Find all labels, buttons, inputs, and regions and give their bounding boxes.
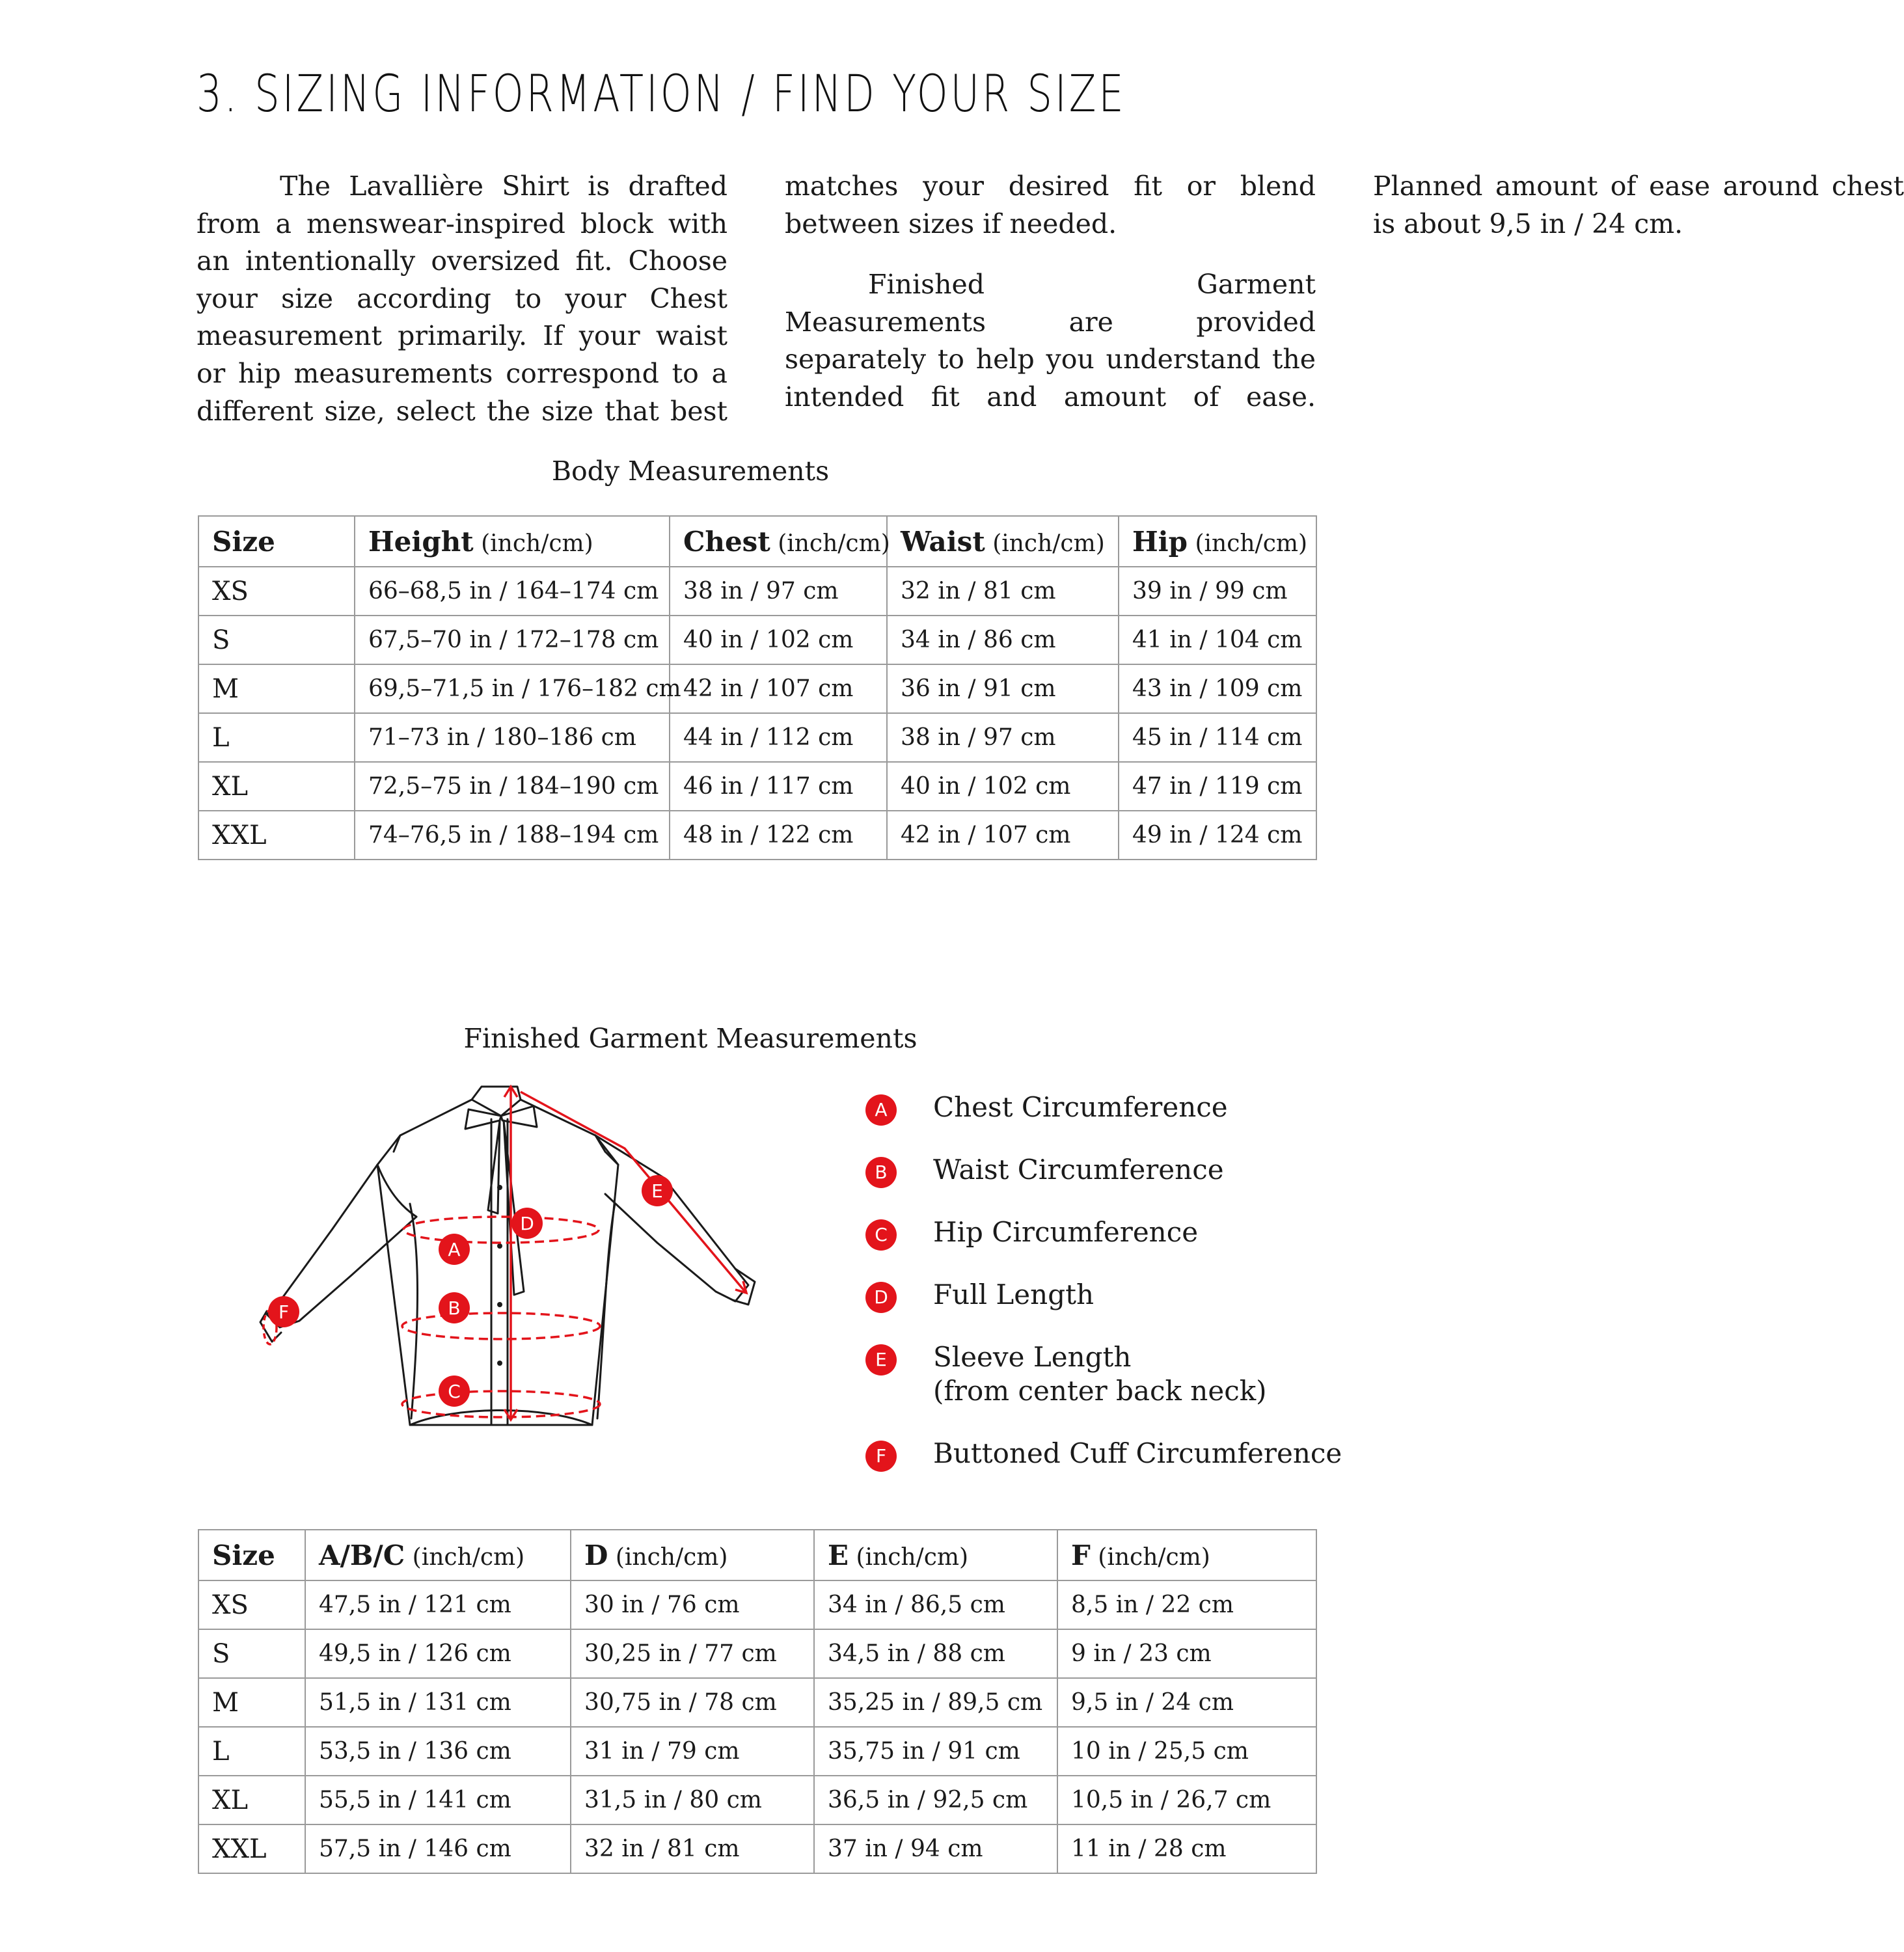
hip-circumference-line — [402, 1391, 600, 1417]
legend-label-d: Full Length — [933, 1279, 1095, 1310]
shirt-outline — [260, 1087, 755, 1425]
diagram-markers — [268, 1175, 673, 1407]
table-row — [198, 1776, 1316, 1824]
size-cell: S — [198, 1629, 305, 1678]
table-cell: 71–73 in / 180–186 cm — [355, 713, 670, 762]
size-cell: S — [198, 616, 355, 664]
table-cell: 9 in / 23 cm — [1057, 1629, 1316, 1678]
table-cell: 30,75 in / 78 cm — [571, 1678, 814, 1727]
size-cell: XXL — [198, 811, 355, 860]
table-cell: 57,5 in / 146 cm — [305, 1824, 571, 1873]
header-size: Size — [198, 1530, 305, 1580]
legend-f-icon: F — [865, 1441, 897, 1472]
header-f: F (inch/cm) — [1057, 1530, 1316, 1580]
header-size: Size — [198, 516, 355, 567]
legend-b-icon: B — [865, 1157, 897, 1188]
table-cell: 37 in / 94 cm — [814, 1824, 1057, 1873]
table-cell: 9,5 in / 24 cm — [1057, 1678, 1316, 1727]
table-row — [198, 713, 1316, 762]
waist-circumference-line — [402, 1313, 600, 1339]
table-row — [198, 567, 1316, 616]
table-cell: 44 in / 112 cm — [670, 713, 887, 762]
table-cell: 42 in / 107 cm — [670, 664, 887, 713]
header-abc: A/B/C (inch/cm) — [305, 1530, 571, 1580]
table-cell: 10,5 in / 26,7 cm — [1057, 1776, 1316, 1824]
size-cell: L — [198, 713, 355, 762]
table-cell: 30,25 in / 77 cm — [571, 1629, 814, 1678]
legend-label-c: Hip Circumference — [933, 1216, 1199, 1248]
table-cell: 47,5 in / 121 cm — [305, 1580, 571, 1629]
table-row — [198, 1629, 1316, 1678]
header-d: D (inch/cm) — [571, 1530, 814, 1580]
table-cell: 10 in / 25,5 cm — [1057, 1727, 1316, 1776]
table-cell: 32 in / 81 cm — [571, 1824, 814, 1873]
shirt-diagram — [241, 1080, 787, 1444]
legend-c-icon: C — [865, 1219, 897, 1251]
size-cell: M — [198, 664, 355, 713]
table-cell: 49,5 in / 126 cm — [305, 1629, 571, 1678]
table-cell: 34,5 in / 88 cm — [814, 1629, 1057, 1678]
table-row — [198, 811, 1316, 860]
marker-e-icon: E — [651, 1180, 663, 1202]
size-cell: XL — [198, 1776, 305, 1824]
header-height: Height (inch/cm) — [355, 516, 670, 567]
header-hip: Hip (inch/cm) — [1119, 516, 1316, 567]
table-cell: 45 in / 114 cm — [1119, 713, 1316, 762]
table-row — [198, 616, 1316, 664]
table-row — [198, 1727, 1316, 1776]
table-cell: 40 in / 102 cm — [670, 616, 887, 664]
table-cell: 36,5 in / 92,5 cm — [814, 1776, 1057, 1824]
table-cell: 39 in / 99 cm — [1119, 567, 1316, 616]
table-cell: 67,5–70 in / 172–178 cm — [355, 616, 670, 664]
size-cell: M — [198, 1678, 305, 1727]
legend-label-a: Chest Circumference — [933, 1091, 1228, 1123]
legend-label-b: Waist Circumference — [933, 1154, 1224, 1186]
header-chest: Chest (inch/cm) — [670, 516, 887, 567]
table-cell: 38 in / 97 cm — [670, 567, 887, 616]
table-cell: 48 in / 122 cm — [670, 811, 887, 860]
marker-a-icon: A — [448, 1239, 461, 1260]
chest-circumference-line — [403, 1217, 599, 1243]
table-cell: 51,5 in / 131 cm — [305, 1678, 571, 1727]
table-cell: 8,5 in / 22 cm — [1057, 1580, 1316, 1629]
table-cell: 35,75 in / 91 cm — [814, 1727, 1057, 1776]
legend-d-icon: D — [865, 1282, 897, 1313]
size-cell: XXL — [198, 1824, 305, 1873]
intro-paragraph-1: The Lavallière Shirt is drafted from a menswear-inspired block with an intentionally oversized fit. Choose your size according to your Chest measurement primarily. If your waist or hip measurements correspond to a different size, select the size that best matches your desired fit or blend between sizes if needed. — [197, 170, 1316, 427]
table-cell: 36 in / 91 cm — [887, 664, 1119, 713]
table-cell: 42 in / 107 cm — [887, 811, 1119, 860]
intro-paragraph-2: Finished Garment Measurements are provided separately to help you understand the intended fit and amount of ease. Planned amount of ease around chest is about 9,5 in / 24 cm. — [785, 170, 1904, 413]
marker-c-icon: C — [448, 1381, 461, 1402]
legend-a-icon: A — [865, 1094, 897, 1126]
table-cell: 34 in / 86,5 cm — [814, 1580, 1057, 1629]
table-cell: 43 in / 109 cm — [1119, 664, 1316, 713]
table-cell: 55,5 in / 141 cm — [305, 1776, 571, 1824]
table-row — [198, 762, 1316, 811]
table-row — [198, 1580, 1316, 1629]
table-cell: 72,5–75 in / 184–190 cm — [355, 762, 670, 811]
table-cell: 32 in / 81 cm — [887, 567, 1119, 616]
table-cell: 31,5 in / 80 cm — [571, 1776, 814, 1824]
table-cell: 66–68,5 in / 164–174 cm — [355, 567, 670, 616]
table-cell: 40 in / 102 cm — [887, 762, 1119, 811]
size-cell: XS — [198, 567, 355, 616]
legend-e-icon: E — [865, 1344, 897, 1376]
header-e: E (inch/cm) — [814, 1530, 1057, 1580]
table-cell: 47 in / 119 cm — [1119, 762, 1316, 811]
table-cell: 38 in / 97 cm — [887, 713, 1119, 762]
size-cell: XL — [198, 762, 355, 811]
table-cell: 35,25 in / 89,5 cm — [814, 1678, 1057, 1727]
marker-d-icon: D — [520, 1213, 534, 1234]
marker-b-icon: B — [448, 1297, 461, 1319]
body-measurements-table — [198, 515, 1317, 860]
page-title: 3. SIZING INFORMATION / FIND YOUR SIZE — [197, 65, 1126, 124]
table-cell: 41 in / 104 cm — [1119, 616, 1316, 664]
table-cell: 53,5 in / 136 cm — [305, 1727, 571, 1776]
size-cell: XS — [198, 1580, 305, 1629]
garment-measurements-caption: Finished Garment Measurements — [463, 1023, 918, 1054]
table-row — [198, 664, 1316, 713]
table-cell: 30 in / 76 cm — [571, 1580, 814, 1629]
table-cell: 49 in / 124 cm — [1119, 811, 1316, 860]
table-cell: 11 in / 28 cm — [1057, 1824, 1316, 1873]
table-cell: 46 in / 117 cm — [670, 762, 887, 811]
legend-label-f: Buttoned Cuff Circumference — [933, 1437, 1342, 1469]
table-cell: 34 in / 86 cm — [887, 616, 1119, 664]
marker-f-icon: F — [278, 1301, 290, 1323]
size-cell: L — [198, 1727, 305, 1776]
legend-label-e: Sleeve Length (from center back neck) — [933, 1341, 1267, 1407]
body-measurements-caption: Body Measurements — [551, 455, 830, 487]
sleeve-length-line — [521, 1092, 745, 1292]
header-waist: Waist (inch/cm) — [887, 516, 1119, 567]
table-row — [198, 1678, 1316, 1727]
table-cell: 31 in / 79 cm — [571, 1727, 814, 1776]
table-cell: 74–76,5 in / 188–194 cm — [355, 811, 670, 860]
garment-measurements-table — [198, 1529, 1317, 1874]
intro-text — [197, 168, 1904, 431]
table-cell: 69,5–71,5 in / 176–182 cm — [355, 664, 670, 713]
table-row — [198, 1824, 1316, 1873]
